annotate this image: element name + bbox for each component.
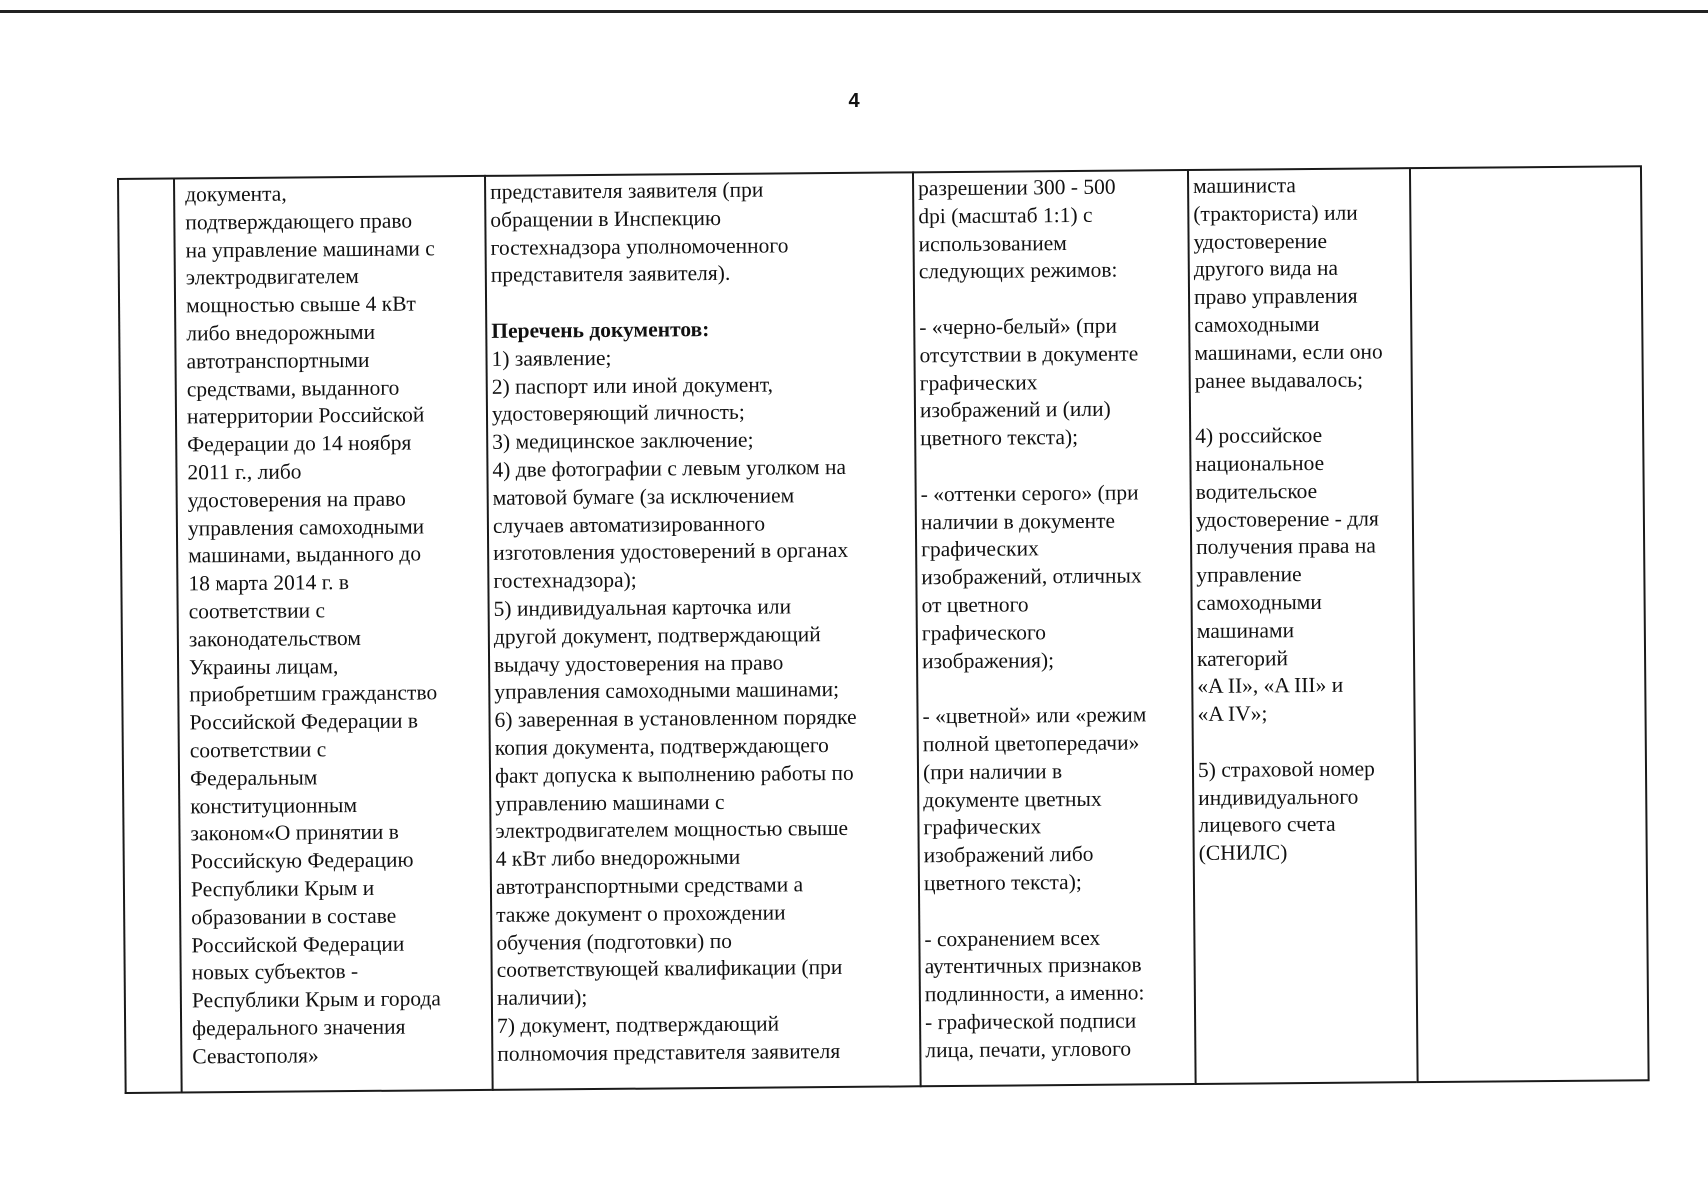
text-line: законодательством [188, 625, 362, 652]
text-line: автотранспортными средствами а [495, 872, 804, 899]
cell-lines [921, 479, 1188, 676]
text-line: федерального значения [192, 1014, 406, 1041]
text-line: натерритории Российской [186, 402, 425, 429]
text-line: управления самоходными машинами; [494, 677, 840, 705]
text-line: машиниста [1193, 173, 1297, 198]
text-line: полномочия представителя заявителя [497, 1038, 841, 1066]
text-line: управление [1196, 562, 1302, 588]
text-line: документе цветных [923, 786, 1102, 812]
text-line: представителя заявителя (при [490, 177, 764, 204]
text-line: гостехнадзора уполномоченного [490, 232, 789, 260]
text-line: 4) российское [1195, 423, 1323, 449]
text-line: (СНИЛС) [1198, 840, 1288, 866]
text-line: лицевого счета [1198, 812, 1336, 838]
text-line: 2011 г., либо [187, 459, 302, 485]
text-line: использованием [918, 230, 1067, 256]
text-line: обучения (подготовки) по [496, 928, 733, 955]
text-line: электродвигателем [185, 264, 359, 290]
cell-lines [1198, 755, 1411, 868]
text-line: машинами, выданного до [188, 541, 422, 568]
text-line: электродвигателем мощностью свыше [495, 816, 849, 844]
text-line: самоходными [1194, 311, 1320, 337]
text-line: подлинности, а именно: [924, 980, 1145, 1007]
text-line: новых субъектов - [191, 959, 359, 985]
cell-lines [919, 312, 1185, 453]
text-line: наличии); [496, 985, 588, 1010]
text-line: 4 кВт либо внедорожными [495, 844, 741, 871]
text-line: 18 марта 2014 г. в [188, 570, 350, 596]
cell-lines [185, 179, 487, 1071]
text-line: Российскую Федерацию [190, 847, 414, 874]
cell-lines [918, 173, 1184, 286]
text-line: 2) паспорт или иной документ, [491, 372, 774, 399]
text-line: Республики Крым и города [191, 986, 442, 1013]
table-cell-empty-left [117, 178, 181, 1094]
text-line: право управления [1193, 283, 1358, 310]
text-line: индивидуального [1198, 784, 1359, 810]
text-line: удостоверения на право [187, 486, 406, 513]
table-cell-empty-right [1409, 165, 1650, 1083]
document-table [117, 165, 1650, 1094]
paragraph-gap [920, 451, 1185, 481]
text-line: изображений, отличных [921, 563, 1142, 590]
paragraph-gap [1195, 394, 1407, 424]
text-line: 3) медицинское заключение; [492, 427, 754, 455]
text-line: Российской Федерации [191, 931, 405, 957]
text-line: средствами, выданного [186, 375, 400, 402]
cell-lines [1193, 171, 1407, 395]
text-line: машинами, если оно [1194, 339, 1383, 365]
table-cell-additional-documents [1187, 167, 1417, 1085]
documents-list-heading: Перечень документов: [491, 317, 710, 343]
text-line: факт допуска к выполнению работы по [494, 760, 854, 788]
text-line: 5) страховой номер [1197, 756, 1375, 782]
text-line: управления самоходными [187, 514, 425, 540]
text-line: законом«О принятии в [190, 819, 399, 846]
text-line: - графической подписи [924, 1008, 1137, 1035]
text-line: также документ о прохождении [496, 900, 786, 927]
text-line: графических [921, 536, 1039, 562]
text-line: цветного текста); [920, 425, 1079, 451]
table-cell-document-description [173, 175, 492, 1094]
text-line: разрешении 300 - 500 [918, 174, 1116, 201]
paragraph-gap [922, 673, 1187, 703]
text-line: на управление машинами с [185, 235, 435, 263]
top-rule [0, 10, 1708, 13]
text-line: «A IV»; [1197, 701, 1268, 727]
text-line: соответствующей квалификации (при [496, 955, 843, 983]
table-cell-document-list [484, 171, 920, 1091]
text-line: dpi (масштаб 1:1) с [918, 202, 1093, 229]
cell-lines [924, 924, 1190, 1065]
table-cell-scan-requirements [912, 169, 1195, 1087]
text-line: категорий [1196, 645, 1289, 671]
text-line: получения права на [1196, 533, 1376, 560]
cell-lines [922, 701, 1189, 898]
text-line: соответствии с [189, 737, 327, 763]
text-line: удостоверяющий личность; [491, 400, 745, 427]
text-line: Федерации до 14 ноября [187, 430, 412, 457]
text-line: случаев автоматизированного [492, 511, 766, 538]
text-line: 6) заверенная в установленном порядке [494, 704, 857, 732]
text-line: изображений и (или) [919, 397, 1111, 423]
text-line: соответствии с [188, 598, 326, 624]
text-line: аутентичных признаков [924, 952, 1142, 979]
text-line: цветного текста); [923, 869, 1082, 896]
text-line: Республики Крым и [190, 875, 375, 902]
paragraph-gap [491, 287, 909, 318]
text-line: графического [921, 619, 1047, 646]
text-line: Федеральным [189, 765, 318, 791]
text-line: машинами [1196, 617, 1295, 643]
text-line: - «черно-белый» (при [919, 313, 1118, 340]
text-line: самоходными [1196, 589, 1322, 615]
text-line: матовой бумаге (за исключением [492, 483, 795, 510]
cell-lines [1195, 421, 1410, 729]
text-line: Российской Федерации в [189, 708, 419, 735]
text-line: национальное [1195, 450, 1325, 476]
text-line: 5) индивидуальная карточка или [493, 594, 792, 621]
text-line: - «цветной» или «режим [922, 702, 1147, 729]
paragraph-gap [919, 284, 1184, 314]
text-line: Украины лицам, [188, 653, 339, 679]
text-line: от цветного [921, 592, 1029, 618]
text-line: (тракториста) или [1193, 200, 1358, 226]
paragraph-gap [1198, 727, 1410, 757]
text-line: подтверждающего право [185, 208, 413, 235]
text-line: обращении в Инспекцию [490, 205, 722, 232]
text-line: лица, печати, углового [925, 1036, 1132, 1062]
text-line: приобретшим гражданство [189, 680, 438, 707]
text-line: полной цветопередачи» [922, 730, 1140, 757]
text-line: мощностью свыше 4 кВт [185, 291, 416, 318]
text-line: другого вида на [1193, 256, 1339, 282]
text-line: изображения); [921, 647, 1055, 673]
text-line: автотранспортными [186, 347, 370, 374]
text-line: ранее выдавалось; [1194, 367, 1364, 393]
text-line: Севастополя» [192, 1043, 319, 1069]
text-line: представителя заявителя). [490, 261, 731, 288]
text-line: удостоверение - для [1195, 506, 1379, 532]
text-line: изготовления удостоверений в органах [493, 538, 849, 566]
text-line: удостоверение [1193, 228, 1328, 254]
text-line: графических [919, 369, 1038, 395]
text-line: копия документа, подтверждающего [494, 732, 829, 760]
text-line: либо внедорожными [186, 319, 376, 346]
text-line: изображений либо [923, 841, 1094, 868]
text-line: образовании в составе [191, 903, 397, 930]
text-line: наличии в документе [920, 508, 1116, 534]
text-line: водительское [1195, 478, 1318, 504]
page-number: 4 [848, 90, 860, 112]
text-line: - «оттенки серого» (при [920, 480, 1139, 507]
text-line: документа, [185, 181, 287, 207]
text-line: конституционным [190, 792, 358, 818]
paragraph-gap [924, 896, 1189, 926]
text-line: графических [923, 814, 1042, 840]
text-line: гостехнадзора); [493, 567, 637, 594]
text-line: - сохранением всех [924, 925, 1101, 951]
text-line: 7) документ, подтверждающий [497, 1011, 780, 1038]
cell-lines [490, 175, 909, 290]
text-line: 1) заявление; [491, 345, 612, 371]
cell-lines [491, 342, 915, 1068]
text-line: отсутствии в документе [919, 341, 1139, 368]
text-line: (при наличии в [922, 758, 1063, 785]
text-line: другой документ, подтверждающий [493, 621, 821, 649]
text-line: следующих режимов: [918, 258, 1118, 284]
text-line: выдачу удостоверения на право [493, 649, 784, 677]
text-line: управлению машинами с [495, 789, 725, 816]
text-line: «A II», «A III» и [1197, 673, 1344, 699]
text-line: 4) две фотографии с левым уголком на [492, 454, 847, 482]
